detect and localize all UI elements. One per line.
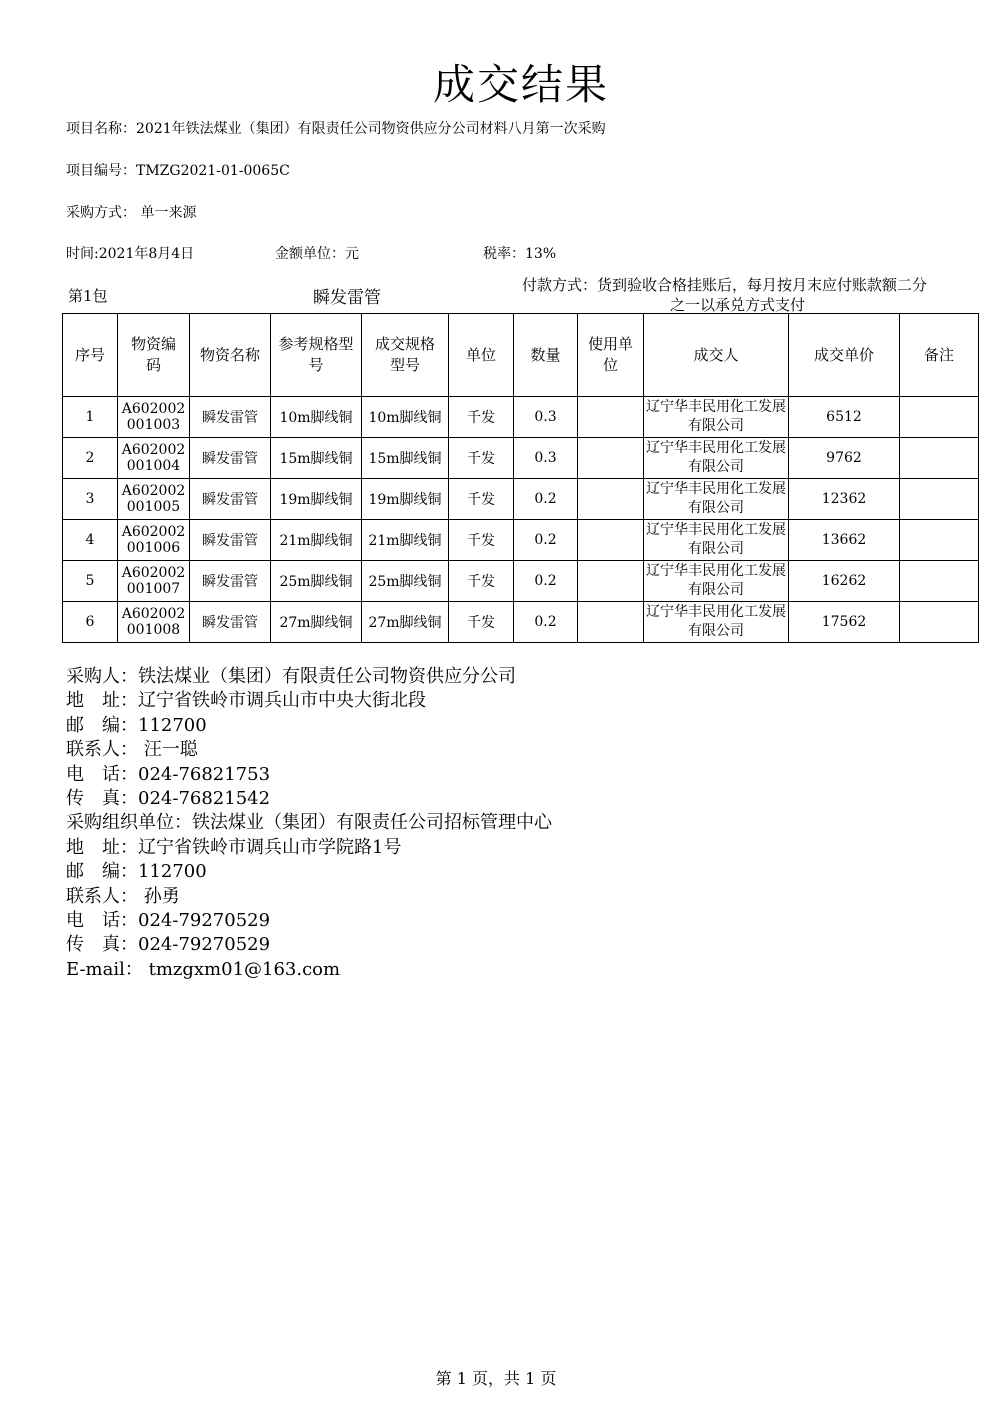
table-row	[63, 520, 979, 561]
agency-address: 地 址：辽宁省铁岭市调兵山市学院路1号	[66, 836, 402, 858]
cell-use-unit	[578, 397, 644, 438]
cell-name: 瞬发雷管	[190, 479, 271, 520]
cell-ref-spec: 15m脚线铜	[271, 438, 362, 479]
header-code: 物资编 码	[118, 314, 190, 397]
result-table	[62, 313, 979, 643]
cell-price: 16262	[789, 561, 900, 602]
cell-ref-spec: 10m脚线铜	[271, 397, 362, 438]
cell-remark	[900, 397, 979, 438]
agency-fax: 传 真：024-79270529	[66, 934, 271, 956]
date: 时间:2021年8月4日	[66, 246, 195, 262]
cell-code: A602002001007	[118, 561, 190, 602]
cell-seq: 1	[63, 397, 118, 438]
purchaser-postcode: 邮 编：112700	[66, 714, 207, 736]
table-row	[63, 561, 979, 602]
cell-name: 瞬发雷管	[190, 561, 271, 602]
cell-seq: 4	[63, 520, 118, 561]
cell-seq: 2	[63, 438, 118, 479]
table-row	[63, 479, 979, 520]
table-header-row	[63, 314, 979, 397]
cell-price: 9762	[789, 438, 900, 479]
payment-terms-line1: 付款方式：货到验收合格挂账后，每月按月末应付账款额二分	[522, 276, 928, 294]
page-title: 成交结果	[432, 60, 609, 109]
header-deal-spec: 成交规格 型号	[362, 314, 449, 397]
cell-use-unit	[578, 479, 644, 520]
cell-unit: 千发	[449, 520, 514, 561]
header-price: 成交单价	[789, 314, 900, 397]
cell-deal-spec: 15m脚线铜	[362, 438, 449, 479]
cell-remark	[900, 438, 979, 479]
cell-seq: 6	[63, 602, 118, 643]
table-row	[63, 438, 979, 479]
package-name: 瞬发雷管	[313, 288, 381, 308]
cell-qty: 0.3	[514, 438, 578, 479]
header-remark: 备注	[900, 314, 979, 397]
cell-code: A602002001006	[118, 520, 190, 561]
cell-qty: 0.3	[514, 397, 578, 438]
agency-postcode: 邮 编：112700	[66, 861, 207, 883]
header-name: 物资名称	[190, 314, 271, 397]
cell-supplier: 辽宁华丰民用化工发展有限公司	[644, 479, 789, 520]
cell-name: 瞬发雷管	[190, 397, 271, 438]
cell-deal-spec: 25m脚线铜	[362, 561, 449, 602]
cell-qty: 0.2	[514, 520, 578, 561]
cell-name: 瞬发雷管	[190, 438, 271, 479]
cell-code: A602002001005	[118, 479, 190, 520]
cell-supplier: 辽宁华丰民用化工发展有限公司	[644, 602, 789, 643]
cell-unit: 千发	[449, 561, 514, 602]
cell-deal-spec: 27m脚线铜	[362, 602, 449, 643]
cell-ref-spec: 19m脚线铜	[271, 479, 362, 520]
cell-price: 17562	[789, 602, 900, 643]
cell-remark	[900, 479, 979, 520]
cell-unit: 千发	[449, 438, 514, 479]
page-footer: 第 1 页，共 1 页	[435, 1369, 557, 1388]
cell-unit: 千发	[449, 397, 514, 438]
contact-block	[66, 665, 552, 982]
agency-email: E-mail： tmzgxm01@163.com	[66, 958, 341, 980]
purchaser-name: 采购人：铁法煤业（集团）有限责任公司物资供应分公司	[66, 666, 516, 687]
cell-supplier: 辽宁华丰民用化工发展有限公司	[644, 561, 789, 602]
cell-deal-spec: 19m脚线铜	[362, 479, 449, 520]
cell-unit: 千发	[449, 479, 514, 520]
header-qty: 数量	[514, 314, 578, 397]
header-ref-spec: 参考规格型 号	[271, 314, 362, 397]
project-number: 项目编号：TMZG2021-01-0065C	[66, 163, 290, 179]
cell-unit: 千发	[449, 602, 514, 643]
agency-name: 采购组织单位：铁法煤业（集团）有限责任公司招标管理中心	[66, 812, 552, 834]
cell-supplier: 辽宁华丰民用化工发展有限公司	[644, 397, 789, 438]
cell-seq: 3	[63, 479, 118, 520]
header-seq: 序号	[63, 314, 118, 397]
cell-ref-spec: 25m脚线铜	[271, 561, 362, 602]
cell-seq: 5	[63, 561, 118, 602]
cell-remark	[900, 561, 979, 602]
cell-price: 13662	[789, 520, 900, 561]
table-row	[63, 397, 979, 438]
header-use-unit: 使用单 位	[578, 314, 644, 397]
cell-price: 6512	[789, 397, 900, 438]
cell-use-unit	[578, 438, 644, 479]
cell-remark	[900, 602, 979, 643]
agency-contact: 联系人： 孙勇	[66, 885, 180, 907]
cell-ref-spec: 21m脚线铜	[271, 520, 362, 561]
cell-qty: 0.2	[514, 602, 578, 643]
cell-ref-spec: 27m脚线铜	[271, 602, 362, 643]
cell-qty: 0.2	[514, 561, 578, 602]
purchaser-contact: 联系人： 汪一聪	[66, 739, 198, 761]
purchaser-fax: 传 真：024-76821542	[66, 788, 271, 810]
agency-phone: 电 话：024-79270529	[66, 910, 271, 932]
package-label: 第1包	[68, 287, 108, 305]
cell-supplier: 辽宁华丰民用化工发展有限公司	[644, 520, 789, 561]
purchaser-phone: 电 话：024-76821753	[66, 763, 271, 785]
payment-terms-line2: 之一以承兑方式支付	[670, 296, 806, 314]
cell-use-unit	[578, 602, 644, 643]
tax-rate: 税率：13%	[483, 246, 557, 262]
cell-remark	[900, 520, 979, 561]
cell-supplier: 辽宁华丰民用化工发展有限公司	[644, 438, 789, 479]
cell-code: A602002001003	[118, 397, 190, 438]
project-name: 项目名称：2021年铁法煤业（集团）有限责任公司物资供应分公司材料八月第一次采购	[66, 121, 606, 137]
procurement-method: 采购方式： 单一来源	[66, 205, 197, 221]
table-row	[63, 602, 979, 643]
cell-code: A602002001008	[118, 602, 190, 643]
cell-name: 瞬发雷管	[190, 602, 271, 643]
cell-name: 瞬发雷管	[190, 520, 271, 561]
header-unit: 单位	[449, 314, 514, 397]
cell-use-unit	[578, 561, 644, 602]
currency-unit: 金额单位：元	[275, 246, 359, 262]
header-supplier: 成交人	[644, 314, 789, 397]
cell-qty: 0.2	[514, 479, 578, 520]
purchaser-address: 地 址：辽宁省铁岭市调兵山市中央大街北段	[66, 690, 426, 712]
cell-price: 12362	[789, 479, 900, 520]
cell-use-unit	[578, 520, 644, 561]
cell-deal-spec: 10m脚线铜	[362, 397, 449, 438]
cell-code: A602002001004	[118, 438, 190, 479]
cell-deal-spec: 21m脚线铜	[362, 520, 449, 561]
